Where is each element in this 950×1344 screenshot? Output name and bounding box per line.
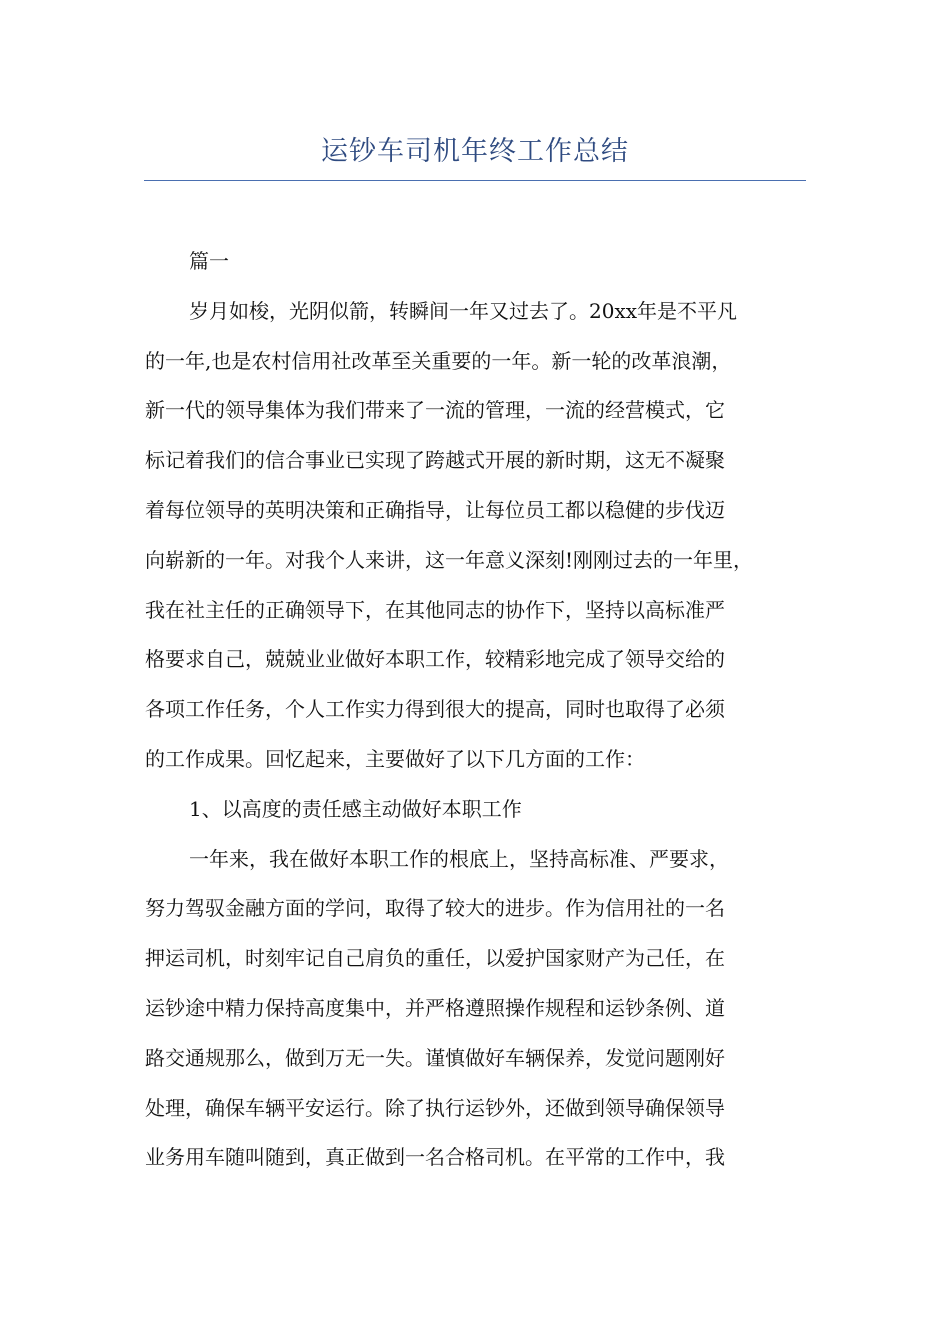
section-label: 篇一 <box>189 249 229 273</box>
paragraph-2-line: 业务用车随叫随到，真正做到一名合格司机。在平常的工作中，我 <box>145 1145 725 1170</box>
paragraph-1-line: 着每位领导的英明决策和正确指导，让每位员工都以稳健的步伐迈 <box>145 497 725 522</box>
paragraph-1-line: 向崭新的一年。对我个人来讲，这一年意义深刻!刚刚过去的一年里， <box>145 547 754 572</box>
paragraph-1-line: 各项工作任务，个人工作实力得到很大的提高，同时也取得了必须 <box>145 697 725 722</box>
paragraph-1 <box>145 287 835 785</box>
paragraph-2-line: 运钞途中精力保持高度集中，并严格遵照操作规程和运钞条例、道 <box>145 995 725 1020</box>
paragraph-1-line: 新一代的领导集体为我们带来了一流的管理，一流的经营模式，它 <box>145 398 725 423</box>
title-divider <box>144 180 806 181</box>
paragraph-2-line: 路交通规那么，做到万无一失。谨慎做好车辆保养，发觉问题刚好 <box>145 1045 725 1070</box>
paragraph-2-line: 处理，确保车辆平安运行。除了执行运钞外，还做到领导确保领导 <box>145 1095 725 1120</box>
paragraph-2-line: 一年来，我在做好本职工作的根底上，坚持高标准、严要求， <box>189 846 729 871</box>
section-heading-1: 1、以高度的责任感主动做好本职工作 <box>189 796 522 821</box>
document-body <box>145 237 835 1183</box>
paragraph-2-line: 努力驾驭金融方面的学问，取得了较大的进步。作为信用社的一名 <box>145 896 725 921</box>
paragraph-1-line: 我在社主任的正确领导下，在其他同志的协作下，坚持以高标准严 <box>145 597 725 622</box>
paragraph-1-line: 格要求自己，兢兢业业做好本职工作，较精彩地完成了领导交给的 <box>145 647 725 672</box>
paragraph-1-line: 的一年,也是农村信用社改革至关重要的一年。新一轮的改革浪潮， <box>145 348 732 373</box>
paragraph-2 <box>145 835 835 1184</box>
paragraph-1-line: 标记着我们的信合事业已实现了跨越式开展的新时期，这无不凝聚 <box>145 448 725 473</box>
paragraph-1-line: 岁月如梭，光阴似箭，转瞬间一年又过去了。20xx年是不平凡 <box>189 298 738 323</box>
paragraph-2-line: 押运司机，时刻牢记自己肩负的重任，以爱护国家财产为己任，在 <box>145 946 725 971</box>
paragraph-1-line: 的工作成果。回忆起来，主要做好了以下几方面的工作： <box>145 746 645 771</box>
document-title: 运钞车司机年终工作总结 <box>321 136 629 167</box>
